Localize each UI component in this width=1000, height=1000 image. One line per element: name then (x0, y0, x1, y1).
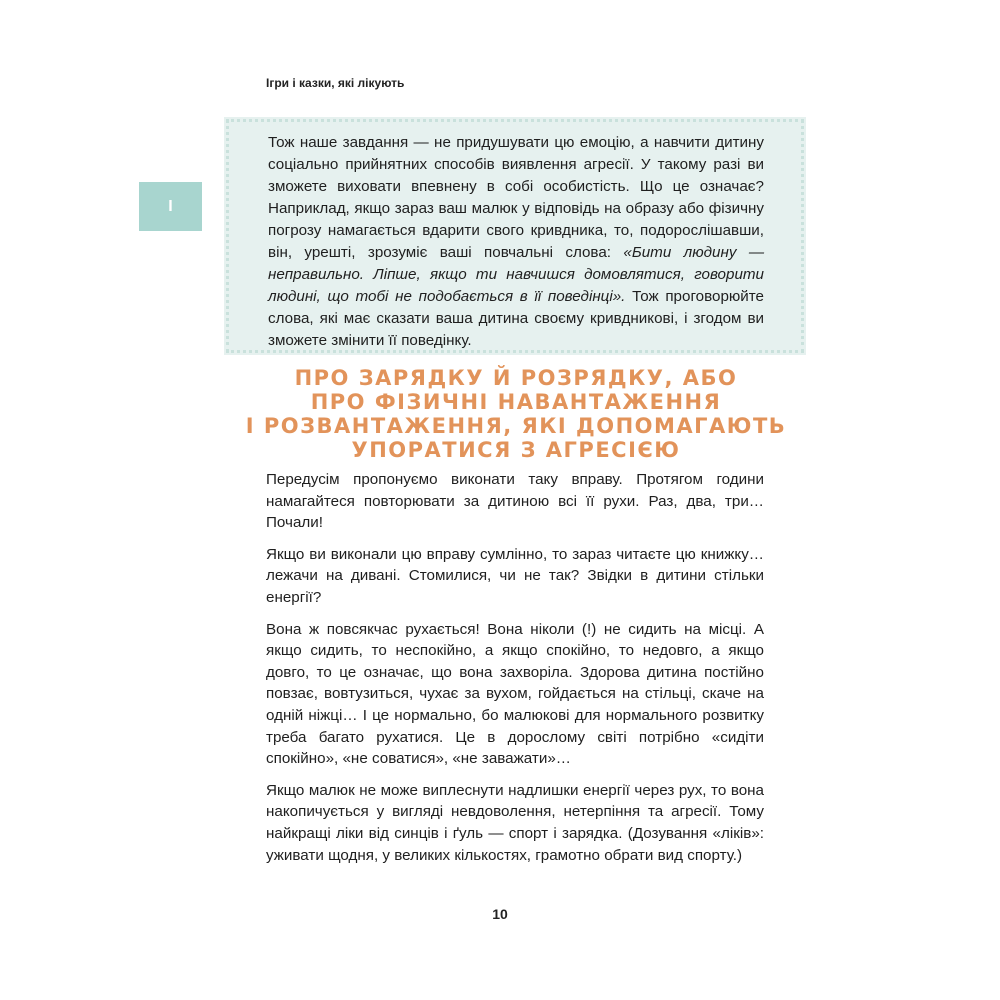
callout-box (224, 117, 806, 355)
page-number: 10 (492, 906, 508, 922)
callout-paragraph (268, 132, 764, 352)
callout-text-after: Тож проговорюйте слова, які має сказати ваша дитина своєму кривдникові, і згодом ви зможете змінити її поведінку. (268, 288, 764, 349)
section-heading (240, 366, 792, 462)
body-paragraph: Якщо ви виконали цю вправу сумлінно, то зараз читаєте цю книжку… лежачи на дивані. Стомилися, чи не так? Звідки в дитини стільки енергії? (266, 545, 764, 606)
body-paragraph: Якщо малюк не може виплеснути надлишки енергії через рух, то вона накопичується у вигляді невдоволення, нетерпіння та агресії. Тому найкращі ліки від синців і ґуль — спорт і зарядка. (Дозування «ліків»: уживати щодня, у великих кількостях, грамотно обрати вид спорту.) (266, 781, 764, 864)
body-text (266, 469, 764, 876)
section-heading-line: ПРО ФІЗИЧНІ НАВАНТАЖЕННЯ (310, 390, 722, 414)
chapter-tab (139, 182, 202, 231)
callout-text-before: Тож наше завдання — не придушувати цю емоцію, а навчити дитину соціально прийнятних способів виявлення агресії. У такому разі ви зможете виховати впевнену в собі особистість. Що це означає? Наприклад, якщо зараз ваш малюк у відповідь на образу або фізичну погрозу намагається вдарити свого кривдника, то, подорослішавши, він, урешті, зрозуміє ваші повчальні слова: (268, 134, 764, 261)
section-heading-line: ПРО ЗАРЯДКУ Й РОЗРЯДКУ, АБО (294, 366, 738, 390)
chapter-marker: I (168, 197, 173, 215)
running-head: Ігри і казки, які лікують (266, 76, 405, 90)
section-heading-line: УПОРАТИСЯ З АГРЕСІЄЮ (351, 438, 681, 462)
body-paragraph: Вона ж повсякчас рухається! Вона ніколи (!) не сидить на місці. А якщо сидить, то неспокійно, а якщо спокійно, то недовго, а якщо довго, то це означає, що вона захворіла. Здорова дитина постійно повзає, вовтузиться, чухає за вухом, гойдається на стільці, скаче на одній ніжці… І це нормально, бо малюкові для нормального розвитку треба багато рухатися. Це в дорослому світі потрібно «сидіти спокійно», «не соватися», «не заважати»… (266, 620, 764, 768)
body-paragraph: Передусім пропонуємо виконати таку вправу. Протягом години намагайтеся повторювати за дитиною всі її рухи. Раз, два, три… Почали! (266, 471, 764, 532)
callout-text (268, 132, 764, 352)
callout-quote: «Бити людину — неправильно. Ліпше, якщо ти навчишся домовлятися, говорити людині, що тобі не подобається в її поведінці». (268, 244, 765, 305)
section-heading-line: І РОЗВАНТАЖЕННЯ, ЯКІ ДОПОМАГАЮТЬ (245, 414, 787, 438)
